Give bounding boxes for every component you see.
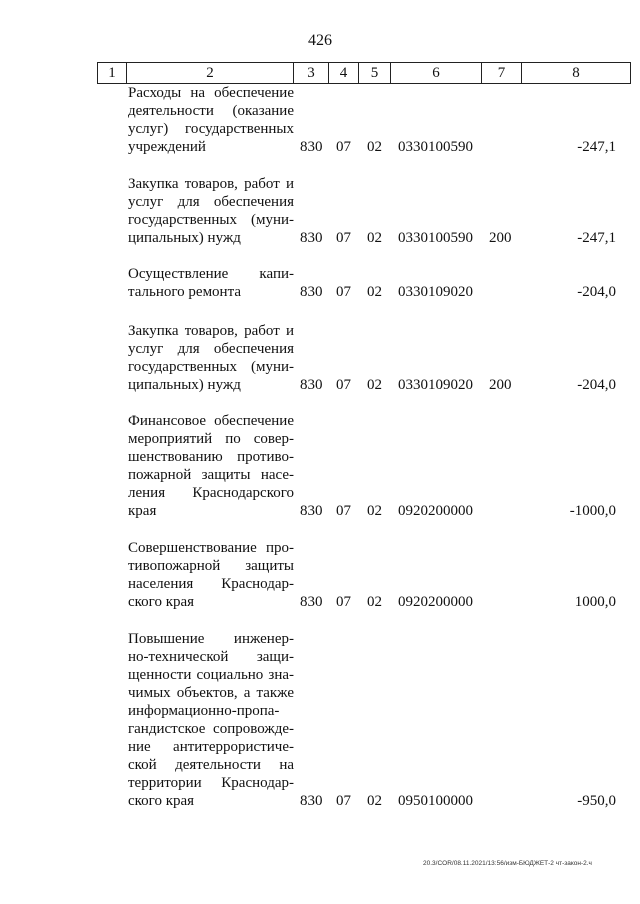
target-article-code: 0330100590 (398, 139, 473, 155)
description-line: информационно-пропа- (128, 703, 280, 719)
row-description (128, 630, 294, 810)
amount: -1000,0 (569, 503, 616, 519)
amount: -247,1 (577, 139, 616, 155)
section-code: 07 (336, 503, 351, 519)
description-line: территории Краснодар- (128, 775, 294, 791)
row-description (128, 175, 294, 247)
header-col-5: 5 (359, 63, 391, 84)
ministry-code: 830 (300, 139, 323, 155)
description-line: Финансовое обеспечение (128, 413, 294, 429)
section-code: 07 (336, 230, 351, 246)
ministry-code: 830 (300, 793, 323, 809)
expense-type-code: 200 (489, 377, 512, 393)
ministry-code: 830 (300, 377, 323, 393)
row-description (128, 84, 294, 156)
description-line: чимых объектов, а также (128, 685, 294, 701)
subsection-code: 02 (367, 230, 382, 246)
description-line: государственных (муни- (128, 212, 294, 228)
description-line: гандистское сопровожде- (128, 721, 294, 737)
row-description (128, 265, 294, 301)
description-line: Осуществление капи- (128, 266, 294, 282)
subsection-code: 02 (367, 793, 382, 809)
target-article-code: 0920200000 (398, 503, 473, 519)
header-col-2: 2 (127, 63, 294, 84)
description-line: щенности социально зна- (128, 667, 294, 683)
section-code: 07 (336, 139, 351, 155)
target-article-code: 0330100590 (398, 230, 473, 246)
subsection-code: 02 (367, 284, 382, 300)
description-line: ской деятельности на (128, 757, 294, 773)
description-line: Повышение инженер- (128, 631, 294, 647)
amount: -204,0 (577, 284, 616, 300)
amount: -247,1 (577, 230, 616, 246)
ministry-code: 830 (300, 230, 323, 246)
header-col-3: 3 (294, 63, 329, 84)
description-line: услуг) государственных (128, 121, 294, 137)
description-line: ского края (128, 793, 195, 809)
page-number: 426 (308, 32, 332, 49)
description-line: деятельности (оказание (128, 103, 294, 119)
description-line: ципальных) нужд (128, 230, 241, 246)
section-code: 07 (336, 594, 351, 610)
description-line: учреждений (128, 139, 206, 155)
description-line: услуг для обеспечения (128, 194, 294, 210)
description-line: ления Краснодарского (128, 485, 294, 501)
description-line: услуг для обеспечения (128, 341, 294, 357)
row-description (128, 412, 294, 520)
target-article-code: 0920200000 (398, 594, 473, 610)
expense-type-code: 200 (489, 230, 512, 246)
target-article-code: 0950100000 (398, 793, 473, 809)
header-col-6: 6 (391, 63, 482, 84)
description-line: ние антитеррористиче- (128, 739, 294, 755)
footer-stamp: 20.3/COR/08.11.2021/13:56/изм-БЮДЖЕТ-2 чт-закон-2.ч (423, 860, 592, 867)
section-code: 07 (336, 377, 351, 393)
description-line: Закупка товаров, работ и (128, 176, 294, 192)
column-number-header (97, 62, 631, 84)
target-article-code: 0330109020 (398, 377, 473, 393)
target-article-code: 0330109020 (398, 284, 473, 300)
header-col-7: 7 (482, 63, 522, 84)
description-line: ского края (128, 594, 195, 610)
section-code: 07 (336, 793, 351, 809)
description-line: края (128, 503, 157, 519)
amount: -204,0 (577, 377, 616, 393)
header-col-1: 1 (98, 63, 127, 84)
subsection-code: 02 (367, 139, 382, 155)
description-line: Расходы на обеспечение (128, 85, 294, 101)
subsection-code: 02 (367, 594, 382, 610)
row-description (128, 539, 294, 611)
description-line: пожарной защиты насе- (128, 467, 294, 483)
description-line: шенствованию противо- (128, 449, 294, 465)
ministry-code: 830 (300, 594, 323, 610)
description-line: тального ремонта (128, 284, 241, 300)
header-col-8: 8 (522, 63, 631, 84)
description-line: но-технической защи- (128, 649, 294, 665)
row-description (128, 322, 294, 394)
description-line: Совершенствование про- (128, 540, 294, 556)
amount: -950,0 (577, 793, 616, 809)
description-line: населения Краснодар- (128, 576, 294, 592)
description-line: тивопожарной защиты (128, 558, 294, 574)
amount: 1000,0 (574, 594, 616, 610)
ministry-code: 830 (300, 503, 323, 519)
subsection-code: 02 (367, 377, 382, 393)
description-line: государственных (муни- (128, 359, 294, 375)
ministry-code: 830 (300, 284, 323, 300)
description-line: ципальных) нужд (128, 377, 241, 393)
subsection-code: 02 (367, 503, 382, 519)
section-code: 07 (336, 284, 351, 300)
description-line: мероприятий по совер- (128, 431, 294, 447)
description-line: Закупка товаров, работ и (128, 323, 294, 339)
header-col-4: 4 (329, 63, 359, 84)
